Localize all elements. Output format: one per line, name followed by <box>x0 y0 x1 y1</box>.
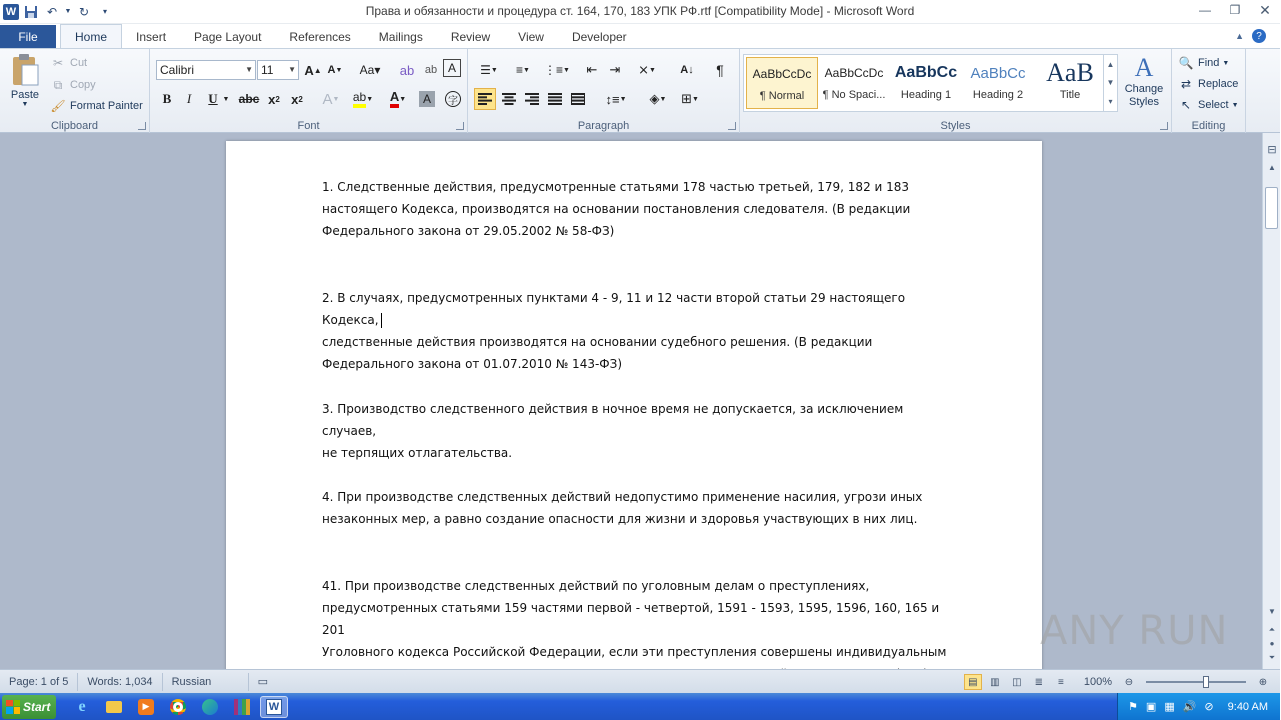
shrink-font-icon[interactable]: A ▼ <box>327 64 343 76</box>
winrar-icon[interactable] <box>228 696 256 718</box>
taskbar-apps <box>68 696 288 718</box>
align-left-icon[interactable] <box>474 88 496 110</box>
document-page[interactable] <box>226 141 1042 701</box>
replace-icon: ⇄ <box>1180 77 1192 91</box>
tray-network-icon[interactable]: ▦ <box>1164 701 1175 713</box>
binoculars-icon: 🔍 <box>1178 56 1194 70</box>
text-line: 4. При производстве следственных действий недопустимо применение насилия, угрози иных <box>322 490 923 504</box>
editing-group <box>1172 49 1246 133</box>
chevron-down-icon: ▼ <box>288 65 296 74</box>
sort-icon[interactable]: A↓ <box>680 64 694 76</box>
numbering-icon[interactable]: ≡ ▼ <box>516 63 530 77</box>
find-label: Find <box>1198 57 1220 69</box>
status-right-controls <box>964 672 1272 692</box>
style-name: ¶ Normal <box>759 90 805 102</box>
style-preview: AaBbCcDc <box>752 67 812 81</box>
tab-review[interactable]: Review <box>450 29 491 44</box>
font-color-icon[interactable]: A ▼ <box>384 88 412 110</box>
multilevel-list-icon[interactable]: ⋮≡ ▼ <box>544 63 570 77</box>
tab-view[interactable]: View <box>518 29 544 44</box>
undo-dropdown-icon[interactable]: ▼ <box>64 8 72 15</box>
distributed-icon[interactable] <box>567 88 589 110</box>
customize-qat-icon[interactable]: ▾ <box>102 7 107 16</box>
vertical-scrollbar[interactable] <box>1262 133 1280 669</box>
text-cursor <box>381 313 382 328</box>
tab-developer[interactable]: Developer <box>571 29 627 44</box>
asian-layout-icon[interactable]: ⨯ ▼ <box>638 62 656 77</box>
paste-label: Paste <box>10 89 40 101</box>
close-icon[interactable]: ✕ <box>1259 1 1271 18</box>
tray-flag-icon[interactable]: ⚑ <box>1128 701 1138 713</box>
text-line: 3. Производство следственного действия в ночное время не допускается, за исключением случаев, <box>322 402 904 438</box>
clipboard-launcher-icon[interactable] <box>138 122 146 130</box>
scissors-icon: ✂ <box>52 56 64 70</box>
chevron-down-icon: ▼ <box>245 65 253 74</box>
select-label: Select <box>1198 99 1229 111</box>
scroll-up-icon[interactable]: ▲ <box>1268 163 1276 172</box>
text-line: Федерального закона от 29.05.2002 № 58-ФЗ) <box>322 224 615 238</box>
text-line <box>322 287 952 331</box>
change-case-icon[interactable]: Aa▾ <box>359 63 381 77</box>
increase-indent-icon[interactable]: ⇥ <box>609 62 621 77</box>
paragraph-group <box>468 49 740 133</box>
window-title: Права и обязанности и процедура ст. 164, 170, 183 УПК РФ.rtf [Compatibility Mode] - Microsoft Word <box>365 4 915 18</box>
text-line: не терпящих отлагательства. <box>322 446 513 460</box>
styles-launcher-icon[interactable] <box>1160 122 1168 130</box>
character-shading-icon[interactable]: A <box>419 91 435 107</box>
start-label: Start <box>23 699 51 714</box>
style-heading-1[interactable] <box>890 57 962 109</box>
draft-view-icon[interactable]: ≡ <box>1057 676 1064 688</box>
media-player-icon[interactable]: ▶ <box>132 696 160 718</box>
superscript-icon[interactable]: x 2 <box>291 91 303 107</box>
styles-gallery-scroll[interactable] <box>1103 55 1117 111</box>
enclose-characters-icon[interactable]: 字 <box>442 88 464 110</box>
window-controls <box>1190 0 1280 20</box>
text-line: незаконных мер, а равно создание опасности для жизни и здоровья участвующих в них лиц. <box>322 512 918 526</box>
chrome-icon[interactable] <box>164 696 192 718</box>
clock[interactable]: 9:40 AM <box>1227 700 1268 713</box>
chevron-up-icon[interactable]: ▲ <box>1106 59 1115 69</box>
chevron-down-icon: ▼ <box>1231 101 1239 109</box>
text-line: следственные действия производятся на основании судебного решения. (В редакции <box>322 335 873 349</box>
text-line: настоящего Кодекса, производятся на основании постановления следователя. (В редакции <box>322 202 911 216</box>
word-app-icon[interactable]: W <box>3 4 19 20</box>
minimize-icon[interactable]: — <box>1199 3 1211 17</box>
paragraph-4[interactable] <box>322 486 952 530</box>
font-family-value: Calibri <box>160 63 195 77</box>
shading-icon[interactable]: ◈ ▼ <box>649 91 667 106</box>
zoom-level[interactable]: 100% <box>1083 676 1112 688</box>
style-title[interactable] <box>1034 57 1106 109</box>
page-indicator[interactable]: Page: 1 of 5 <box>0 673 78 691</box>
print-layout-icon[interactable]: ▤ <box>964 674 982 690</box>
subscript-icon[interactable]: x 2 <box>268 91 280 107</box>
align-center-icon[interactable] <box>498 88 520 110</box>
document-area <box>0 133 1262 669</box>
borders-icon[interactable]: ⊞ ▼ <box>681 91 699 106</box>
anyrun-watermark: ANY RUN <box>1040 608 1229 654</box>
format-painter-button[interactable] <box>50 96 143 116</box>
bold-icon[interactable]: B <box>162 91 172 106</box>
copy-button[interactable] <box>50 75 96 95</box>
maximize-icon[interactable]: ❐ <box>1229 3 1241 17</box>
undo-icon[interactable]: ↶ <box>46 4 58 19</box>
help-icon[interactable]: ? <box>1252 29 1266 43</box>
tab-page-layout[interactable]: Page Layout <box>194 29 262 44</box>
start-button[interactable] <box>2 695 56 719</box>
paragraph-launcher-icon[interactable] <box>728 122 736 130</box>
change-styles-icon: A <box>1134 53 1154 82</box>
tray-volume-icon[interactable]: 🔊 <box>1182 701 1197 713</box>
ribbon-tabs <box>0 24 1280 48</box>
full-screen-reading-icon[interactable]: ▥ <box>990 676 1000 688</box>
tab-file[interactable]: File <box>0 25 56 48</box>
style-name: Heading 2 <box>972 89 1024 101</box>
text-line: Уголовного кодекса Российской Федерации, если эти преступления совершены индивидуальным <box>322 645 947 659</box>
word-count[interactable]: Words: 1,034 <box>78 673 162 691</box>
highlight-icon[interactable]: ab ▼ <box>348 88 378 110</box>
select-browse-object-icon[interactable]: ● <box>1269 639 1275 648</box>
paste-button[interactable] <box>6 53 44 113</box>
font-group-label: Font <box>297 120 320 132</box>
justify-icon[interactable] <box>544 88 566 110</box>
style-name: Title <box>1059 89 1081 101</box>
tray-alert-icon[interactable]: ⊘ <box>1204 701 1214 713</box>
text-line: 1. Следственные действия, предусмотренные статьями 178 частью третьей, 179, 182 и 183 <box>322 180 910 194</box>
font-size-value: 11 <box>261 63 274 77</box>
paragraph-3[interactable] <box>322 398 952 464</box>
chevron-down-icon[interactable]: ▼ <box>1106 78 1115 88</box>
macro-recording-icon[interactable]: ▭ <box>257 676 268 688</box>
paste-icon <box>10 53 40 87</box>
style-preview: AaBbCc <box>894 64 958 81</box>
tab-mailings[interactable]: Mailings <box>378 29 423 44</box>
grow-font-icon[interactable]: A ▲ <box>304 62 322 78</box>
text-line: Федерального закона от 01.07.2010 № 143-ФЗ) <box>322 357 622 371</box>
save-icon[interactable] <box>22 3 40 21</box>
scroll-down-icon[interactable]: ▼ <box>1268 607 1276 616</box>
find-button[interactable] <box>1178 53 1229 73</box>
outline-view-icon[interactable]: ≣ <box>1034 676 1044 688</box>
system-tray <box>1117 693 1280 720</box>
previous-page-icon[interactable]: ⏶ <box>1268 625 1276 634</box>
style-name: ¶ No Spaci... <box>822 89 886 101</box>
underline-icon[interactable]: U <box>208 91 218 106</box>
style-preview: AaBbCc <box>970 64 1026 82</box>
style-heading-2[interactable] <box>962 57 1034 109</box>
ruler-toggle-icon[interactable]: ⊟ <box>1267 144 1277 156</box>
cursor-icon: ↖ <box>1180 98 1192 112</box>
styles-group <box>740 49 1172 133</box>
windows-logo-icon <box>6 700 20 714</box>
copy-label: Copy <box>70 79 96 91</box>
ribbon-right-controls <box>1235 24 1280 48</box>
title-bar <box>0 0 1280 24</box>
replace-label: Replace <box>1198 78 1239 90</box>
font-family-select[interactable] <box>156 60 256 80</box>
quick-access-toolbar <box>0 0 114 24</box>
decrease-indent-icon[interactable]: ⇤ <box>586 62 598 77</box>
edge-icon[interactable] <box>196 696 224 718</box>
zoom-in-icon[interactable]: ⊕ <box>1258 676 1268 688</box>
text-line: предусмотренных статьями 159 частями первой - четвертой, 1591 - 1593, 1595, 1596, 160, 165 и 201 <box>322 601 940 637</box>
ribbon <box>0 48 1280 133</box>
minimize-ribbon-icon[interactable]: ▲ <box>1235 31 1244 41</box>
status-bar <box>0 669 1280 693</box>
tab-home[interactable]: Home <box>60 24 122 48</box>
change-styles-label: Change Styles <box>1124 83 1164 108</box>
clipboard-group <box>0 49 150 133</box>
paintbrush-icon: 🖌 <box>50 99 66 113</box>
select-button[interactable] <box>1178 95 1239 115</box>
scrollbar-thumb[interactable] <box>1265 187 1278 229</box>
cut-label: Cut <box>70 57 88 69</box>
tab-insert[interactable]: Insert <box>136 29 167 44</box>
tab-references[interactable]: References <box>289 29 351 44</box>
character-border-icon[interactable]: A <box>443 59 461 77</box>
line-spacing-icon[interactable]: ↕≡ ▼ <box>605 91 627 107</box>
phonetic-guide-icon[interactable]: ab <box>424 64 438 76</box>
next-page-icon[interactable]: ⏷ <box>1268 653 1276 662</box>
language-indicator[interactable]: Russian <box>163 673 249 691</box>
align-right-icon[interactable] <box>521 88 543 110</box>
underline-dropdown-icon[interactable]: ▼ <box>222 95 230 103</box>
replace-button[interactable] <box>1178 74 1238 94</box>
styles-group-label: Styles <box>940 120 971 132</box>
style-no-spacing[interactable] <box>818 57 890 109</box>
editing-group-label: Editing <box>1191 120 1226 132</box>
tray-folder-icon[interactable]: ▣ <box>1145 701 1157 713</box>
text-line-content: 2. В случаях, предусмотренных пунктами 4 - 9, 11 и 12 части второй статьи 29 настоящего Кодекса, <box>322 291 906 327</box>
show-formatting-marks-icon[interactable]: ¶ <box>716 62 724 78</box>
web-layout-icon[interactable]: ◫ <box>1012 676 1022 688</box>
redo-icon[interactable]: ↻ <box>78 4 90 19</box>
style-name: Heading 1 <box>900 89 952 101</box>
paragraph-1[interactable] <box>322 176 952 242</box>
italic-icon[interactable]: I <box>186 91 192 106</box>
text-line: 41. При производстве следственных действий по уголовным делам о преступлениях, <box>322 579 870 593</box>
text-effects-icon[interactable]: A ▼ <box>322 90 340 108</box>
paste-dropdown-icon[interactable]: ▼ <box>21 101 29 108</box>
more-styles-icon[interactable]: ▾ <box>1108 97 1113 107</box>
clear-formatting-icon[interactable]: ab <box>399 62 415 78</box>
file-explorer-icon[interactable] <box>100 696 128 718</box>
font-size-select[interactable] <box>257 60 299 80</box>
style-preview: AaBbCcDc <box>824 66 884 80</box>
taskbar <box>0 693 1280 720</box>
font-group <box>150 49 468 133</box>
format-painter-label: Format Painter <box>70 100 143 112</box>
cut-button[interactable] <box>50 53 87 73</box>
chevron-down-icon: ▼ <box>1222 59 1230 67</box>
style-normal[interactable] <box>746 57 818 109</box>
copy-icon: ⧉ <box>53 77 63 92</box>
zoom-slider[interactable] <box>1146 681 1246 683</box>
change-styles-button[interactable] <box>1120 53 1168 115</box>
style-preview: AaB <box>1046 58 1094 87</box>
clipboard-group-label: Clipboard <box>50 120 99 132</box>
styles-gallery <box>743 54 1118 112</box>
word-taskbar-button[interactable]: W <box>260 696 288 718</box>
strikethrough-icon[interactable]: abc <box>238 92 260 106</box>
internet-explorer-icon[interactable]: e <box>78 697 86 715</box>
font-launcher-icon[interactable] <box>456 122 464 130</box>
bullets-icon[interactable]: ☰ ▼ <box>480 63 498 77</box>
zoom-slider-thumb[interactable] <box>1203 676 1209 688</box>
zoom-out-icon[interactable]: ⊖ <box>1124 676 1134 688</box>
paragraph-group-label: Paragraph <box>577 120 630 132</box>
paragraph-2[interactable] <box>322 287 952 375</box>
